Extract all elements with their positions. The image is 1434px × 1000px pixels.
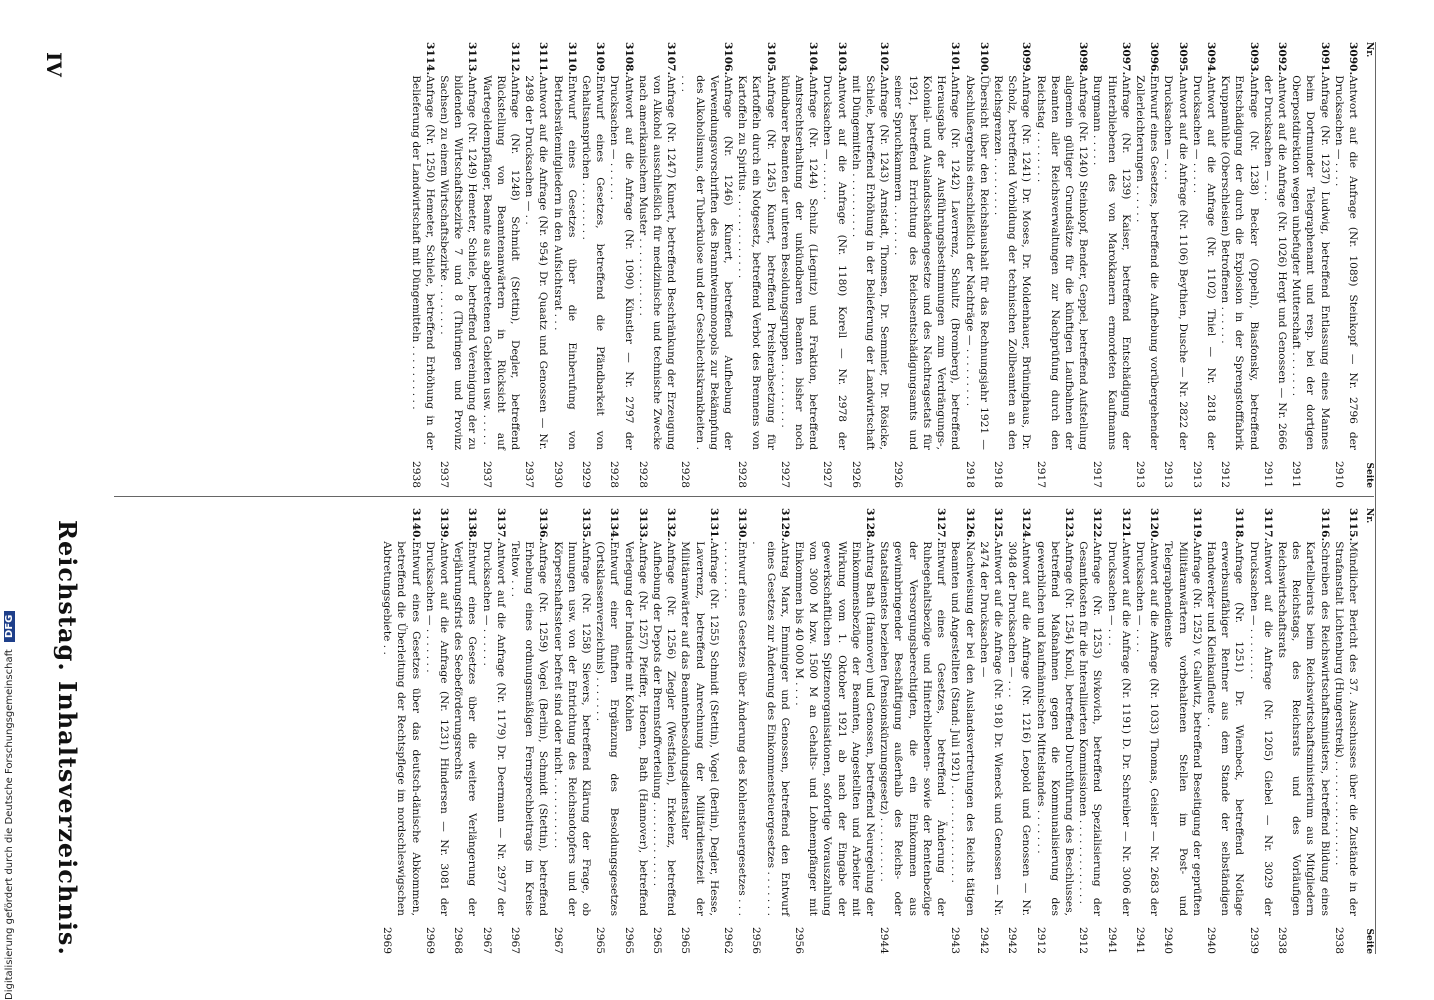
entry-page: 2917 <box>1091 461 1104 488</box>
entry-text: Anfrage (Nr. 1246) Kunert, betreffend Aufhebung der Verwendungsvorschriften des Branntweinmonopols zur Bekämpfung des Alkoholismus, der Tuberkulose und der Geschlechtskrankheiten . . . . <box>679 75 735 450</box>
left-column <box>114 42 1374 488</box>
entry-text: Mündlicher Bericht des 37. Ausschusses über die Zustände in der Strafanstalt Lichtenburg (Hungerstreik) . . . . . . . . . . . . . . . . <box>1332 541 1359 916</box>
column-header <box>1360 42 1374 488</box>
entry-text: Antrag Bath (Hannover) und Genossen, betreffend Neuregelung der Einkommensbezüge der Beamten, Angestellten und Arbeiter mit Wirkung vom 1. Oktober 1921 ab nach der Eingabe der gewerkschaftlichen Spitzenorganisationen, sofortige Vorauszahlung von 3000 M bzw. 1500 M an Gehalts- und Lohnempfänger mit Einkommen bis 40 000 M . . . . <box>793 541 877 916</box>
entry-text: Nachweisung der bei den Auslandsvertretungen des Reichs tätigen Beamten und Angestellten (Stand: Juli 1921) . . . . . . . . . . . . . . . <box>949 541 976 916</box>
entry-number: 3120. <box>1148 508 1161 542</box>
entry-number: 3099. <box>1020 42 1033 76</box>
entry-page: 2969 <box>423 927 436 954</box>
entry-text: Antwort auf die Anfrage (Nr. 1191) D. Dr. Schreiber — Nr. 3006 der Drucksachen — . . . <box>1105 541 1132 916</box>
entry-text: Anfrage (Nr. 1247) Kunert, betreffend Beschränkung der Erzeugung von Alkohol ausschließlich für medizinische und technische Zwecke nach amerikanischem Muster . . . . . . . . . . . . <box>636 75 678 450</box>
toc-entry <box>636 42 679 488</box>
entry-page: 2967 <box>509 927 522 954</box>
entry-page: 2942 <box>1006 927 1019 954</box>
entry-number: 3126. <box>963 508 976 542</box>
entry-text: Anfrage (Nr. 1251) Dr. Wienbeck, betreffend Notlage erwerbsunfähiger Rentner aus dem Stande der selbständigen Handwerker und Kleinkaufleute . . <box>1204 541 1246 916</box>
entry-number: 3123. <box>1062 508 1075 542</box>
entry-text: Anfrage (Nr. 1244) Schulz (Liegnitz) und Fraktion, betreffend Amtsrechtserhaltung der unkündbaren Beamten bisher noch kündbarer Beamten der unteren Besoldungsgruppen . . . . . . . . . . <box>778 75 820 450</box>
entry-text: Entwurf einer fünften Ergänzung des Besoldungsgesetzes (Ortsklassenverzeichnis) . . . . . . . <box>594 541 621 916</box>
toc-entry <box>1133 42 1161 488</box>
toc-entry <box>593 508 621 954</box>
entry-text: Antwort auf die Anfrage (Nr. 1216) Leopold und Genossen — Nr. 3048 der Drucksachen — . . . <box>1006 541 1033 916</box>
entry-page: 2938 <box>1275 927 1288 954</box>
entry-page: 2928 <box>636 461 649 488</box>
entry-number: 3115. <box>1347 508 1359 542</box>
entry-text: Antwort auf die Anfrage (Nr. 1090) Künstler — Nr. 2797 der Drucksachen — . . . . . . <box>608 75 635 450</box>
entry-text: Anfrage (Nr. 1243) Arnstadt, Thomsen, Dr. Semmler, Dr. Rösicke, Schiele, betreffend Erhöhung in der Belieferung der Landwirtschaft mit Düngemitteln . . . . . . . . . . <box>849 75 891 450</box>
toc-entry <box>479 508 507 954</box>
entry-text: Anfrage (Nr. 1256) Ziegler (Westfalen), Erkelenz, betreffend Aufhebung der Depots der Brennstoffverteilung . . . . . . . . . . . . . <box>651 541 678 916</box>
entry-page: 2956 <box>793 927 806 954</box>
nr-label: Nr. <box>1364 42 1374 58</box>
entry-text: Antwort auf die Anfrage (Nr. 1179) Dr. Deermann — Nr. 2977 der Drucksachen — . . . . . . <box>480 541 507 916</box>
toc-entry <box>437 42 480 488</box>
toc-entry <box>1289 42 1332 488</box>
entry-text: Entwurf eines Gesetzes, betreffend Änderung der Ruhegehaltsbezüge und Hinterbliebenen- sowie der Rentenbezüge der Versorgungsberechtigten, die ein Einkommen aus gewinnbringender Beschäftigung außerhalb des Reichs- oder Staatsdienstes beziehen (Pensionskürzungsgesetz) . . . . . . . . . . <box>878 541 948 916</box>
column-header <box>1360 508 1374 954</box>
entry-text: Anfrage (Nr. 1249) Hemeter, Schiele, betreffend Vereinigung der zu bildenden Wirtschaftsbezirke 7 und 8 (Thüringen und Provinz Sachsen) zu einem Wirtschaftsbezirke . . . . . . . . <box>438 75 479 450</box>
toc-entry <box>820 42 848 488</box>
entry-page: 2968 <box>452 927 465 954</box>
entry-page: 2967 <box>551 927 564 954</box>
entry-page: 2927 <box>821 461 834 488</box>
entry-text: Antwort auf die Anfrage (Nr. 1106) Beythien, Dusche — Nr. 2822 der Drucksachen — . . . <box>1162 75 1189 450</box>
entry-text: Antwort auf die Anfrage (Nr. 918) Dr. Wieneck und Genossen — Nr. 2474 der Drucksachen — <box>977 541 1004 916</box>
entry-text: Antwort auf die Anfrage (Nr. 1089) Steinkopf — Nr. 2796 der Drucksachen — . . . . <box>1332 75 1359 450</box>
entry-number: 3093. <box>1247 42 1260 76</box>
toc-entry <box>380 508 423 954</box>
toc-entry <box>948 508 976 954</box>
entry-text: Anfrage (Nr. 1253) Sivkovich, betreffend Spezialisierung der Gesamtkosten für die Interalliierten Kommissionen . . . . . . . . . . . . . <box>1077 541 1104 916</box>
entry-list <box>380 508 1360 954</box>
entry-page: 2944 <box>878 927 891 954</box>
entry-text: Anfrage (Nr. 1245) Kunert, betreffend Preisherabsetzung für Kartoffeln durch ein Notgesetz, betreffend Verbot des Brennens von Kartoffeln zu Spiritus . . . . . . . . . . . . . <box>736 75 777 450</box>
entry-number: 3109. <box>594 42 607 76</box>
entry-page: 2928 <box>679 461 692 488</box>
entry-number: 3116. <box>1318 508 1331 542</box>
entry-number: 3132. <box>665 508 678 542</box>
entry-page: 2926 <box>892 461 905 488</box>
toc-entry <box>877 508 948 954</box>
entry-text: Anfrage (Nr. 1238) Becker (Oppeln), Biasfonsky, betreffend Entschädigung der durch die Explosion in der Sprengstofffabrik Kruppamühle (Oberschlesien) Betroffenen . . . . . . <box>1219 75 1260 450</box>
entry-text: Anfrage (Nr. 1255) Schmidt (Stettin), Vogel (Berlin), Degler, Hesse, Laverrenz, betreffend Anrechnung der Militärdienstzeit der Militäranwärter auf das Beamtenbesoldungsdienstalter <box>679 541 720 916</box>
entry-number: 3095. <box>1176 42 1189 76</box>
entry-number: 3124. <box>1020 508 1033 542</box>
entry-number: 3129. <box>778 508 791 542</box>
entry-number: 3125. <box>991 508 1004 542</box>
dfg-logo: DFG <box>4 611 15 642</box>
entry-page: 2938 <box>409 461 422 488</box>
toc-entry <box>522 42 550 488</box>
toc-entry <box>1161 508 1204 954</box>
entry-page: 2937 <box>480 461 493 488</box>
page-number: IV <box>42 52 66 77</box>
entry-text: Entwurf eines Gesetzes über die weitere Verlängerung der Verjährungsfrist des Seebeförderungsrechts <box>452 541 479 916</box>
right-column <box>114 508 1374 954</box>
toc-entry <box>1161 42 1189 488</box>
top-rule <box>1375 42 1376 954</box>
toc-entry <box>423 508 451 954</box>
column-divider <box>114 496 1374 497</box>
entry-page: 2965 <box>679 927 692 954</box>
entry-page: 2926 <box>849 461 862 488</box>
entry-page: 2911 <box>1290 461 1303 488</box>
entry-text: Antwort auf die Anfrage (Nr. 1205) Giebel — Nr. 3029 der Drucksachen — . . . . . . . . <box>1247 541 1274 916</box>
entry-number: 3103. <box>835 42 848 76</box>
nr-label: Nr. <box>1364 508 1374 524</box>
toc-entry <box>962 42 990 488</box>
entry-page: 2956 <box>750 927 763 954</box>
entry-number: 3094. <box>1204 42 1217 76</box>
entry-number: 3097. <box>1119 42 1132 76</box>
entry-page: 2941 <box>1133 927 1146 954</box>
toc-entry <box>1218 42 1261 488</box>
entry-page: 2940 <box>1204 927 1217 954</box>
toc-entry <box>792 508 877 954</box>
entry-number: 3106. <box>722 42 735 76</box>
toc-entry <box>550 42 578 488</box>
entry-number: 3135. <box>580 508 593 542</box>
entry-text: Anfrage (Nr. 1237) Ludwig, betreffend Entlassung eines Mannes beim Dortmunder Telegraphenamt und resp. bei der dortigen Oberpostdirektion wegen unbefugter Mutterschaft . . . . . . . <box>1290 75 1331 450</box>
entry-number: 3102. <box>878 42 891 76</box>
entry-number: 3121. <box>1119 508 1132 542</box>
toc-entry <box>1246 508 1274 954</box>
entry-number: 3100. <box>977 42 990 76</box>
toc-entry <box>451 508 479 954</box>
entry-list <box>408 42 1360 488</box>
entry-page: 2927 <box>778 461 791 488</box>
toc-entry <box>1033 42 1090 488</box>
toc-entry <box>849 42 892 488</box>
footer-text: Digitalisierung gefördert durch die Deutsche Forschungsgemeinschaft <box>4 649 15 1000</box>
entry-number: 3111. <box>537 42 550 76</box>
entry-page: 2929 <box>580 461 593 488</box>
toc-entry <box>650 508 678 954</box>
entry-text: Antrag Marx, Emminger und Genossen, betreffend den Entwurf eines Gesetzes zur Änderung des Einkommensteuergesetzes . . . . . . . . <box>750 541 791 916</box>
entry-number: 3091. <box>1318 42 1331 76</box>
toc-entry <box>508 508 551 954</box>
entry-page: 2912 <box>1219 461 1232 488</box>
entry-page: 2967 <box>480 927 493 954</box>
entry-number: 3118. <box>1233 508 1246 542</box>
entry-text: Antwort auf die Anfrage (Nr. 1180) Korell — Nr. 2978 der Drucksachen — . . . . . . <box>821 75 848 450</box>
entry-page: 2965 <box>651 927 664 954</box>
footer <box>4 0 15 1000</box>
toc-entry <box>678 42 735 488</box>
toc-entry <box>1204 508 1247 954</box>
toc-entry <box>778 42 821 488</box>
toc-entry <box>1332 508 1360 954</box>
entry-text: Anfrage (Nr. 1240) Steinkopf, Bender, Geppel, betreffend Aufstellung allgemein gültiger Grundsätze für die künftigen Laufbahnen der Beamten aller Reichsverwaltungen zur Nachprüfung durch den Reichstag . . . . . . . . <box>1034 75 1090 450</box>
entry-text: Schreiben des Reichswirtschaftsministers, betreffend Bildung eines Kartellbeirats beim Reichswirtschaftsministerium aus Mitgliedern des Reichstags, des Reichsrats und des Vorläufigen Reichswirtschaftsrats <box>1275 541 1331 916</box>
toc-entry <box>1275 508 1332 954</box>
entry-text: Anfrage (Nr. 1248) Schmidt (Stettin), Degler, betreffend Rückstellung von Beamtenanwärtern in Rücksicht auf Wartegeldempfänger, Beamte aus abgetretenen Gebieten usw. . . . . . <box>480 75 522 450</box>
toc-entry <box>408 42 436 488</box>
toc-entry <box>977 508 1005 954</box>
toc-entry <box>1076 508 1104 954</box>
toc-entry <box>1104 508 1132 954</box>
entry-page: 2910 <box>1332 461 1345 488</box>
entry-number: 3119. <box>1190 508 1203 542</box>
entry-text: Antwort auf die Anfrage (Nr. 1033) Thomas, Geisler — Nr. 2683 der Drucksachen — . . . . <box>1133 541 1161 916</box>
toc-entry <box>891 42 962 488</box>
entry-number: 3127. <box>935 508 948 542</box>
entry-text: Entwurf eines Gesetzes, betreffend die Aufhebung vorübergehender Zollerleichterungen . . . . . . <box>1133 75 1161 450</box>
toc-entry <box>721 508 749 954</box>
page-title: Reichstag. Inhaltsverzeichnis. <box>53 520 82 956</box>
entry-number: 3105. <box>764 42 777 76</box>
entry-page: 2912 <box>1077 927 1090 954</box>
entry-text: Entwurf eines Gesetzes über die Einberufung von Betriebsrätemitgliedern in den Aufsichtsrat . . . <box>551 75 578 450</box>
toc-entry <box>1190 42 1218 488</box>
entry-number: 3112. <box>509 42 522 76</box>
entry-text: Anfrage (Nr. 1242) Laverrenz, Schultz (Bromberg), betreffend Herausgabe der Ausführungsbestimmungen zum Verdrängungs-, Kolonial- und Auslandsschädengesetze und des Nachtragsetats für 1921, betreffend Errichtung des Reichsentschädigungsamts und seiner Spruchkammern . . . . . . . . <box>892 75 962 450</box>
entry-page: 2937 <box>523 461 536 488</box>
entry-text: Anfrage (Nr. 1250) Hemeter, Schiele, betreffend Erhöhung in der Belieferung der Landwirtschaft mit Düngemitteln . . . . . . . . . . <box>409 75 436 450</box>
entry-page: 2918 <box>991 461 1004 488</box>
entry-page: 2940 <box>1162 927 1175 954</box>
toc-entry <box>607 42 635 488</box>
entry-number: 3101. <box>949 42 962 76</box>
entry-number: 3108. <box>622 42 635 76</box>
entry-number: 3113. <box>466 42 479 76</box>
toc-entry <box>678 508 721 954</box>
entry-number: 3122. <box>1091 508 1104 542</box>
entry-text: Entwurf eines Gesetzes, betreffend die Pfändbarkeit von Gehaltsansprüchen . . . . . . . . . <box>580 75 607 450</box>
entry-text: Antwort auf die Anfrage (Nr. 1231) Hindersen — Nr. 3081 der Drucksachen — . . . . . . . <box>423 541 450 916</box>
toc-entry <box>1090 42 1133 488</box>
toc-entry <box>579 42 607 488</box>
seite-label: Seite <box>1364 928 1374 954</box>
entry-page: 2969 <box>381 927 394 954</box>
entry-page: 2912 <box>1034 927 1047 954</box>
entry-text: Entwurf eines Gesetzes über das deutsch-dänische Abkommen, betreffend die Überleitung der Rechtspflege im nordschleswigschen Abtretungsgebiete . . <box>381 541 422 916</box>
entry-page: 2962 <box>722 927 735 954</box>
toc-entry <box>991 42 1034 488</box>
entry-page: 2965 <box>594 927 607 954</box>
toc-entry <box>749 508 792 954</box>
entry-number: 3110. <box>565 42 578 76</box>
entry-page: 2943 <box>949 927 962 954</box>
entry-page: 2965 <box>622 927 635 954</box>
entry-number: 3131. <box>707 508 720 542</box>
entry-number: 3136. <box>537 508 550 542</box>
toc-entry <box>1261 42 1289 488</box>
entry-text: Anfrage (Nr. 1257) Pfeiffer, Hoenen, Bath (Hannover), betreffend Verlegung der Industrie mit Kohlen <box>622 541 649 916</box>
entry-number: 3098. <box>1077 42 1090 76</box>
entry-page: 2930 <box>551 461 564 488</box>
entry-number: 3130. <box>736 508 749 542</box>
entry-page: 2913 <box>1133 461 1146 488</box>
entry-number: 3117. <box>1261 508 1274 542</box>
entry-page: 2928 <box>608 461 621 488</box>
entry-text: Anfrage (Nr. 1241) Dr. Moses, Dr. Moldenhauer, Brüninghaus, Dr. Scholz, betreffend Vorbildung der technischen Zollbeamten an den Reichsgrenzen . . . . . . . . . <box>991 75 1033 450</box>
toc-entry <box>735 42 778 488</box>
entry-number: 3138. <box>466 508 479 542</box>
entry-text: Antwort auf die Anfrage (Nr. 954) Dr. Quaatz und Genossen — Nr. 2498 der Drucksachen — . . <box>523 75 550 450</box>
entry-number: 3090. <box>1347 42 1359 76</box>
entry-number: 3114. <box>423 42 436 76</box>
toc-entry <box>621 508 649 954</box>
toc-entry <box>1033 508 1076 954</box>
entry-page: 2918 <box>963 461 976 488</box>
entry-page: 2913 <box>1190 461 1203 488</box>
toc-entry <box>550 508 593 954</box>
entry-text: Anfrage (Nr. 1259) Vogel (Berlin), Schmidt (Stettin), betreffend Erhebung eines ordnungsmäßigen Fernsprechbeitrags im Kreise Teltow . . . <box>509 541 550 916</box>
entry-number: 3133. <box>636 508 649 542</box>
seite-label: Seite <box>1364 462 1374 488</box>
entry-text: Anfrage (Nr. 1254) Knoll, betreffend Durchführung des Beschlusses, betreffend Maßnahmen gegen die Kommunalisierung des gewerblichen und kaufmännischen Mittelstandes . . . . . . . <box>1034 541 1075 916</box>
toc-entry <box>1332 42 1360 488</box>
entry-number: 3140. <box>409 508 422 542</box>
entry-text: Übersicht über den Reichshaushalt für das Rechnungsjahr 1921 — Abschlußergebnis einschließlich der Nachträge — . . . . . . . . . <box>963 75 990 450</box>
entry-text: Antwort auf die Anfrage (Nr. 1026) Hergt und Genossen — Nr. 2666 der Drucksachen — . . . <box>1261 75 1288 450</box>
entry-text: Antwort auf die Anfrage (Nr. 1102) Thiel — Nr. 2818 der Drucksachen — . . . . . <box>1190 75 1217 450</box>
entry-number: 3139. <box>438 508 450 542</box>
entry-number: 3104. <box>807 42 820 76</box>
entry-page: 2939 <box>1247 927 1260 954</box>
entry-number: 3096. <box>1148 42 1161 76</box>
entry-page: 2938 <box>1332 927 1345 954</box>
entry-page: 2928 <box>736 461 749 488</box>
toc-entry <box>1005 508 1033 954</box>
entry-page: 2913 <box>1162 461 1175 488</box>
entry-text: Anfrage (Nr. 1258) Sievers, betreffend Klärung der Frage, ob Innungen usw. von der Entrichtung des Reichsnotopfers und der Körperschaftssteuer befreit sind oder nicht . . . . . . . . . . . <box>551 541 593 916</box>
entry-page: 2941 <box>1105 927 1118 954</box>
entry-number: 3092. <box>1275 42 1288 76</box>
entry-number: 3107. <box>665 42 678 76</box>
toc-entry <box>479 42 522 488</box>
entry-page: 2942 <box>977 927 990 954</box>
entry-number: 3137. <box>494 508 507 542</box>
toc-entry <box>1133 508 1161 954</box>
entry-number: 3128. <box>864 508 877 542</box>
entry-page: 2911 <box>1261 461 1274 488</box>
entry-number: 3134. <box>608 508 621 542</box>
entry-text: Entwurf eines Gesetzes über Änderung des Kohlensteuergesetzes . . . . . . . . . . . . <box>722 541 749 916</box>
entry-text: Anfrage (Nr. 1252) v. Gallwitz, betreffend Beseitigung der geprüften Militäranwärtern vorbehaltenen Stellen im Post- und Telegraphendienste <box>1162 541 1203 916</box>
entry-page: 2937 <box>438 461 450 488</box>
entry-text: Anfrage (Nr. 1239) Kaiser, betreffend Entschädigung der Hinterbliebenen des von Marokkanern ermordeten Kaufmanns Burgmann . . . . . <box>1091 75 1132 450</box>
entry-page: 2917 <box>1034 461 1047 488</box>
